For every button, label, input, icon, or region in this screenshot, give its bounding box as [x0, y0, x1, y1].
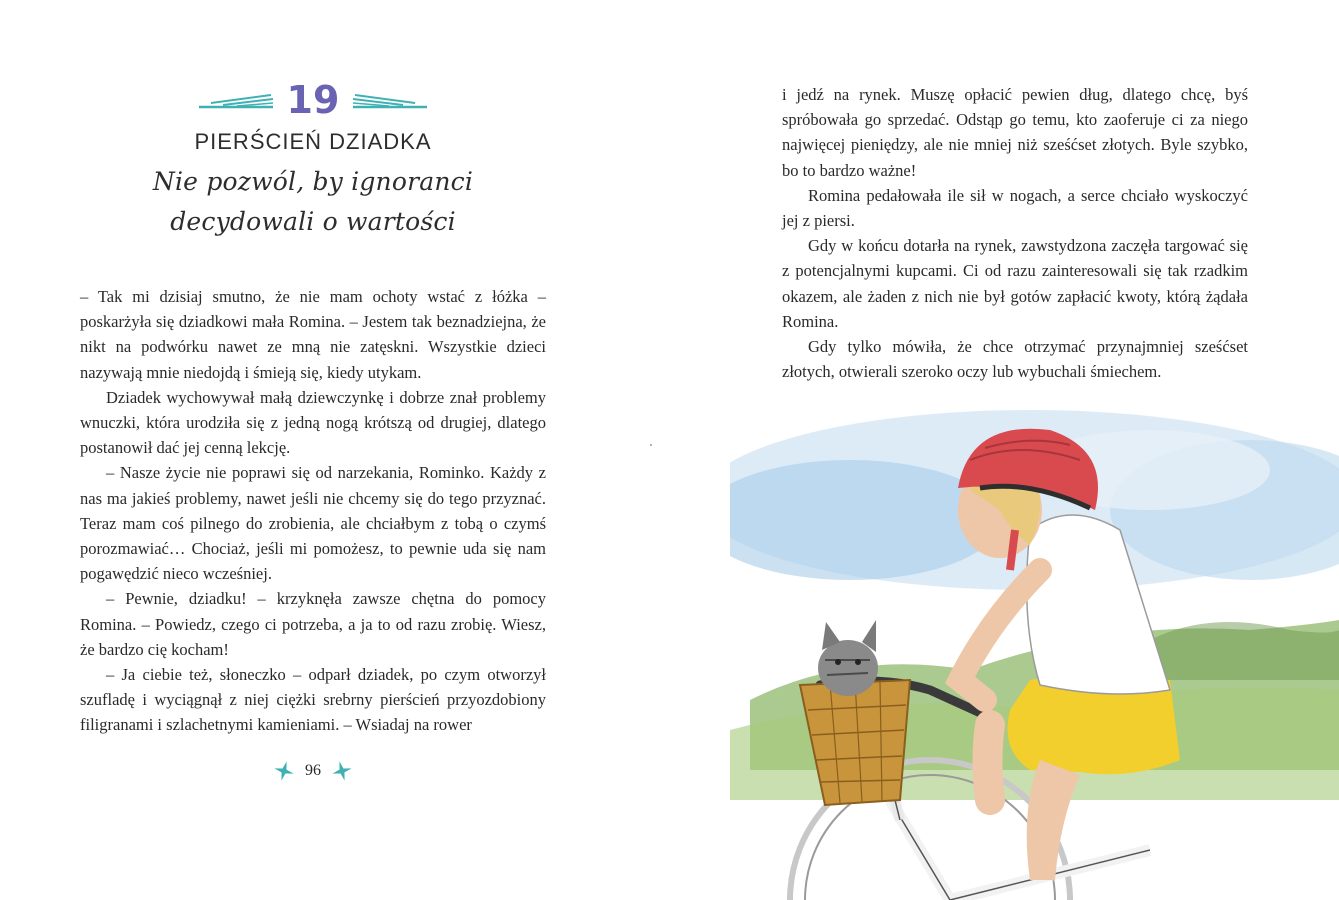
left-page: [0, 0, 660, 900]
chapter-number: 19: [286, 78, 340, 122]
right-page: [660, 0, 1339, 900]
star-icon: [273, 760, 295, 782]
right-body-text: [782, 82, 1248, 384]
paragraph: – Ja ciebie też, słoneczko – odparł dziadek, po czym otworzył szufladę i wyciągnął z niej ciężki srebrny pierścień przyozdobiony filigranami i szlachetnymi kamieniami. – Wsiadaj na rower: [80, 665, 546, 735]
left-speed-lines-icon: [197, 90, 275, 110]
paragraph: Gdy w końcu dotarła na rynek, zawstydzona zaczęła targować się z potencjalnymi kupcami. Ci od razu zainteresowali się tak rzadkim okazem, ale żaden z nich nie był gotów zapłacić kwoty, którą żądała Romina.: [782, 236, 1248, 331]
right-speed-lines-icon: [351, 90, 429, 110]
gutter-mark: [650, 444, 652, 446]
left-body-text: [80, 284, 546, 738]
girl-on-bicycle-illustration: [730, 380, 1339, 900]
chapter-header: [80, 78, 546, 236]
star-icon: [331, 760, 353, 782]
paragraph: – Tak mi dzisiaj smutno, że nie mam ochoty wstać z łóżka – poskarżyła się dziadkowi mała Romina. – Jestem tak beznadziejna, że nikt na podwórku nawet ze mną nie zatęskni. Wszystkie dzieci nazywają mnie niedojdą i śmieją się, kiedy utykam.: [80, 287, 546, 382]
paragraph: Dziadek wychowywał małą dziewczynkę i dobrze znał problemy wnuczki, która urodziła się z jedną nogą krótszą od drugiej, dlatego postanowił dać jej cenną lekcję.: [80, 387, 546, 458]
page-number-footer: [80, 760, 546, 782]
paragraph: – Nasze życie nie poprawi się od narzekania, Rominko. Każdy z nas ma jakieś problemy, nawet jeśli nie chcemy się do tego przyznać. Teraz mam coś pilnego do zrobienia, ale chciałbym z tobą o czymś porozmawiać… Chociaż, jeśli mi pomożesz, to pewnie uda się nam pogawędzić nieco wcześniej.: [80, 463, 546, 584]
paragraph: – Pewnie, dziadku! – krzyknęła zawsze chętna do pomocy Romina. – Powiedz, czego ci potrzeba, a ja to od razu zrobię. Wiesz, że bardzo cię kocham!: [80, 589, 546, 659]
chapter-title: PIERŚCIEŃ DZIADKA: [194, 129, 432, 154]
page-number: 96: [305, 762, 321, 779]
paragraph: Romina pedałowała ile sił w nogach, a serce chciało wyskoczyć jej z piersi.: [782, 185, 1248, 231]
paragraph: Gdy tylko mówiła, że chce otrzymać przynajmniej sześćset złotych, otwierali szeroko oczy lub wybuchali śmiechem.: [782, 337, 1248, 382]
chapter-number-row: [80, 78, 546, 122]
chapter-subtitle: Nie pozwól, by ignoranci decydowali o wartości: [152, 167, 474, 236]
paragraph: i jedź na rynek. Muszę opłacić pewien dług, dlatego chcę, byś spróbowała go sprzedać. Odstąp go temu, kto zaoferuje ci za niego najwięcej pieniędzy, ale nie mniej niż sześćset złotych. Byle szybko, bo to bardzo ważne!: [782, 85, 1248, 180]
